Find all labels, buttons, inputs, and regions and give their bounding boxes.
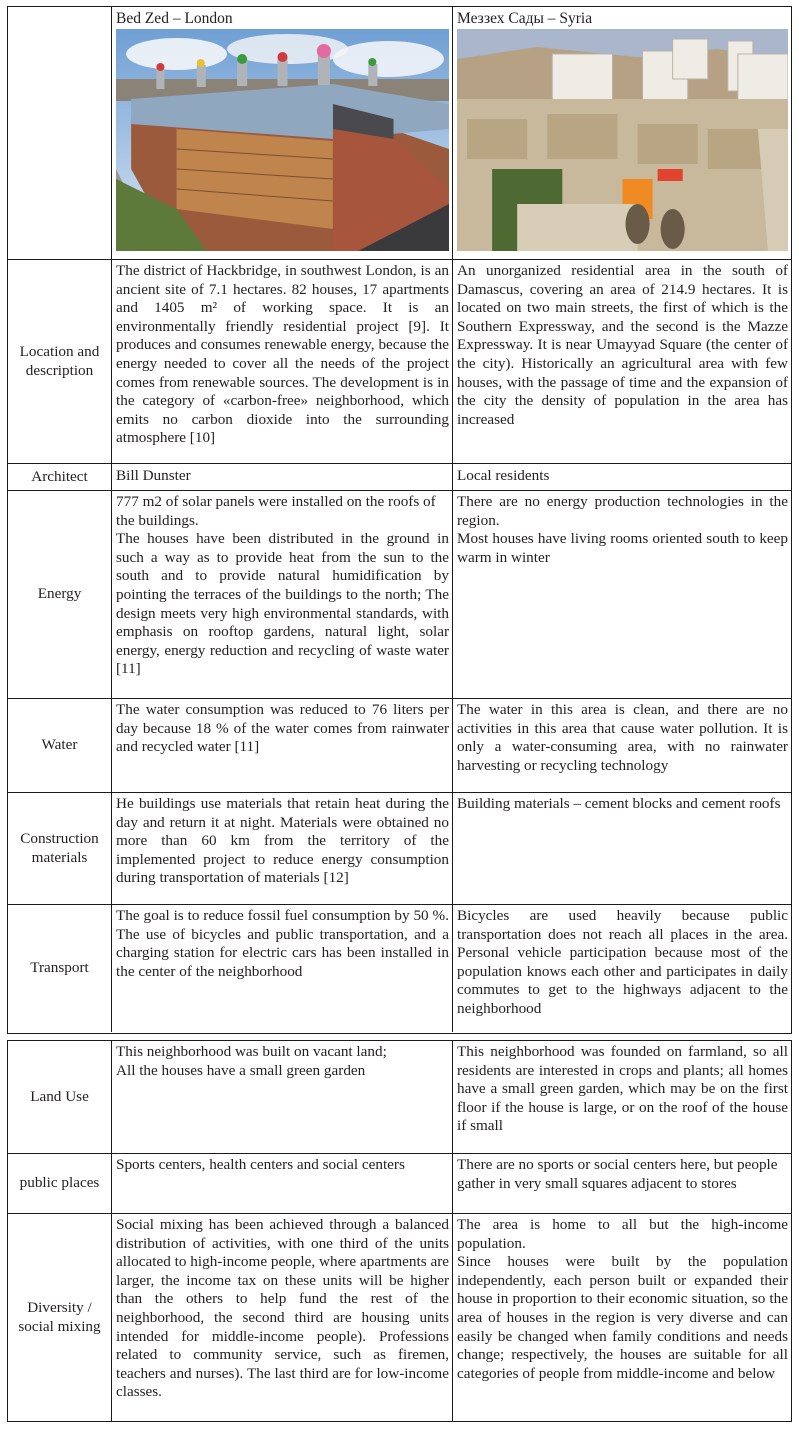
bedzed-cell: [111, 905, 452, 1032]
mezzeh-cell: [452, 491, 791, 698]
cell-paragraph: Social mixing has been achieved through a balanced distribution of activities, with one third of the units allocated to high-income people, where apartments are larger, the income tax on these units will be higher than the others to help fund the rest of the neighborhood, the second third are housing units intended for middle-income people). Professions related to community service, such as firemen, teachers and nurses). The last third are for low-income classes.: [116, 1216, 449, 1401]
mezzeh-cell: [452, 1214, 791, 1421]
table-row: [8, 490, 791, 698]
table-row: [8, 1213, 791, 1421]
bedzed-cell: [111, 1154, 452, 1213]
bedzed-cell: [111, 793, 452, 904]
cell-paragraph: There are no energy production technologies in the region.: [457, 493, 788, 529]
row-label: Diversity / social mixing: [18, 1299, 101, 1335]
row-label: Construction materials: [20, 830, 99, 866]
bedzed-cell: [111, 1214, 452, 1421]
cell-paragraph: The houses have been distributed in the ground in such a way as to provide heat from the sun to the south and to provide natural humidification by pointing the terraces of the buildings to the north; The design meets very high environmental standards, with emphasis on rooftop gardens, natural light, solar energy, energy reduction and recycling of waste water [11]: [116, 530, 449, 678]
table-header-row: [8, 7, 791, 259]
cell-paragraph: Most houses have living rooms oriented south to keep warm in winter: [457, 530, 788, 566]
table-row: [8, 1153, 791, 1213]
cell-paragraph: This neighborhood was built on vacant land;: [116, 1043, 387, 1060]
cell-paragraph: 777 m2 of solar panels were installed on the roofs of the buildings.: [116, 493, 436, 529]
cell-paragraph: An unorganized residential area in the south of Damascus, covering an area of 214.9 hectares. It is located on two main streets, the first of which is the Southern Expressway, and the second is the Mazze Expressway. It is near Umayyad Square (the center of the city). Historically an agricultural area with few houses, with the passage of time and the expansion of the city the density of population in the area has increased: [457, 262, 788, 428]
bedzed-cell: [111, 699, 452, 792]
row-label: public places: [19, 1174, 100, 1192]
mezzeh-cell: [452, 905, 791, 1032]
header-title-mezzeh: Меззех Сады – Syria: [457, 10, 593, 27]
cell-paragraph: Local residents: [457, 467, 550, 484]
row-label: Energy: [37, 585, 82, 603]
table-row: [8, 259, 791, 463]
bedzed-cell: [111, 260, 452, 463]
row-label: Land Use: [30, 1087, 89, 1105]
mezzeh-photo-graphic: [457, 29, 788, 251]
cell-paragraph: The area is home to all but the high-income population.: [457, 1216, 788, 1252]
bedzed-photo-graphic: [116, 29, 449, 251]
header-empty-cell: [8, 7, 111, 259]
mezzeh-cell: [452, 1154, 791, 1213]
header-title-bedzed: Bed Zed – London: [116, 10, 233, 27]
table-row: [8, 463, 791, 490]
mezzeh-cell: [452, 464, 791, 490]
cell-paragraph: There are no sports or social centers here, but people gather in very small squares adjacent to stores: [457, 1156, 778, 1192]
header-cell-mezzeh: [452, 7, 791, 259]
cell-paragraph: This neighborhood was founded on farmland, so all residents are interested in crops and plants; all homes have a small green garden, which may be on the first floor if the house is large, or on the roof of the house if small: [457, 1043, 788, 1135]
table-row: [8, 904, 791, 1032]
table-row: [8, 1041, 791, 1153]
cell-paragraph: Bicycles are used heavily because public transportation does not reach all places in the area. Personal vehicle participation because most of the population knows each other and participates in daily commutes to get to the highways adjacent to the neighborhood: [457, 907, 788, 1017]
cell-paragraph: The water consumption was reduced to 76 liters per day because 18 % of the water comes from rainwater and recycled water [11]: [116, 701, 449, 756]
bedzed-cell: [111, 464, 452, 490]
cell-paragraph: Since houses were built by the population independently, each person built or expanded their house in proportion to their economic situation, so the area of houses in the region is very diverse and can easily be changed when family conditions and needs change; respectively, the houses are suitable for all categories of people from middle-income and below: [457, 1253, 788, 1382]
comparison-table-part-2: [7, 1040, 792, 1422]
cell-paragraph: The water in this area is clean, and there are no activities in this area that cause water pollution. It is only a water-consuming area, with no rainwater harvesting or recycling technology: [457, 701, 788, 774]
bedzed-cell: [111, 491, 452, 698]
row-label: Location and description: [19, 343, 100, 379]
mezzeh-cell: [452, 699, 791, 792]
cell-paragraph: Sports centers, health centers and social centers: [116, 1156, 405, 1173]
cell-paragraph: All the houses have a small green garden: [116, 1061, 366, 1079]
table-row: [8, 792, 791, 904]
mezzeh-photo: [457, 29, 788, 251]
cell-paragraph: He buildings use materials that retain heat during the day and return it at night. Materials were obtained no more than 60 km from the territory of the implemented project to reduce energy consumption during transportation of materials [12]: [116, 795, 449, 887]
table-row: [8, 698, 791, 792]
row-label: Transport: [30, 959, 89, 977]
cell-paragraph: Bill Dunster: [116, 467, 191, 484]
row-label: Water: [41, 736, 78, 754]
bedzed-photo: [116, 29, 449, 251]
bedzed-cell: [111, 1041, 452, 1153]
cell-paragraph: Building materials – cement blocks and cement roofs: [457, 795, 781, 812]
mezzeh-cell: [452, 793, 791, 904]
cell-paragraph: The district of Hackbridge, in southwest London, is an ancient site of 7.1 hectares. 82 houses, 17 apartments and 1405 m² of working space. It is an environmentally friendly residential project [9]. It produces and consumes renewable energy, because the energy needed to cover all the needs of the project comes from renewable sources. The development is in the category of «carbon-free» neighborhood, which emits no carbon dioxide into the surrounding atmosphere [10]: [116, 262, 449, 447]
row-label: Architect: [31, 467, 88, 485]
mezzeh-cell: [452, 260, 791, 463]
comparison-table-part-1: [7, 6, 792, 1034]
header-cell-bedzed: [111, 7, 452, 259]
mezzeh-cell: [452, 1041, 791, 1153]
cell-paragraph: The goal is to reduce fossil fuel consumption by 50 %. The use of bicycles and public transportation, and a charging station for electric cars has been installed in the center of the neighborhood: [116, 907, 449, 980]
